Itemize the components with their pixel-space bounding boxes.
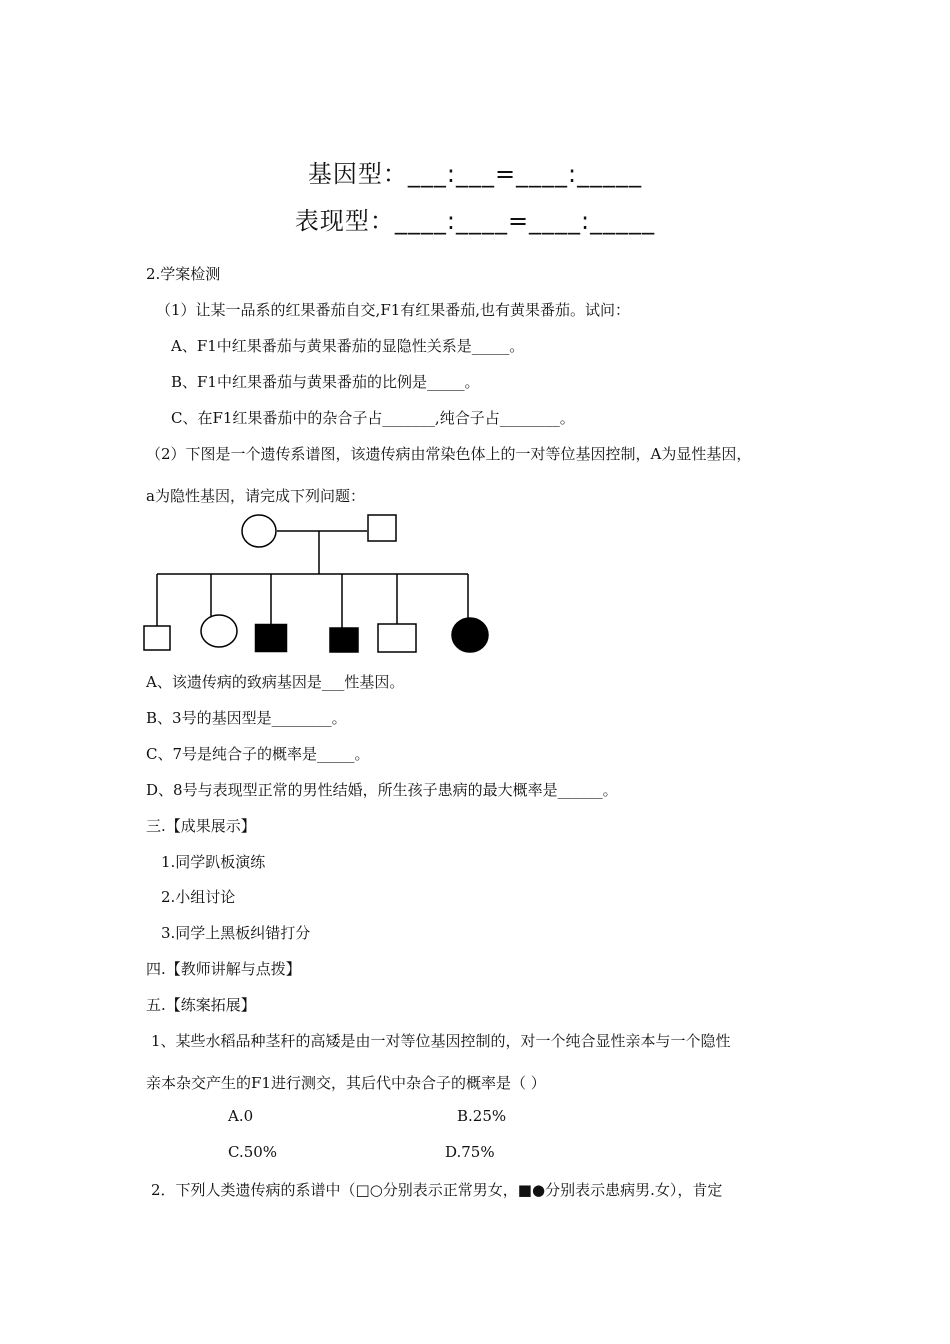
q1-a: A、F1中红果番茄与黄果番茄的显隐性关系是_____。	[171, 337, 525, 355]
option-c: C.50%	[228, 1143, 278, 1161]
q2-stem-line2: a为隐性基因，请完成下列问题：	[146, 487, 365, 505]
section3-item-3: 3.同学上黑板纠错打分	[161, 924, 311, 942]
child-1-normal-male	[144, 626, 170, 650]
option-a: A.0	[228, 1107, 254, 1125]
child-2-normal-female	[201, 615, 237, 647]
section3-title: 三.【成果展示】	[146, 817, 256, 835]
q2-stem-line1: （2）下图是一个遗传系谱图，该遗传病由常染色体上的一对等位基因控制，A为显性基因，	[146, 445, 752, 463]
q1-b: B、F1中红果番茄与黄果番茄的比例是_____。	[171, 373, 480, 391]
section5-q1-line2: 亲本杂交产生的F1进行测交，其后代中杂合子的概率是（ ）	[146, 1074, 546, 1092]
phenotype-ratio: 表现型：____:____=____:_____	[294, 207, 656, 235]
parent-2-square	[368, 515, 396, 541]
section4-title: 四.【教师讲解与点拨】	[146, 960, 301, 978]
child-3-affected-male	[256, 625, 287, 652]
option-b: B.25%	[457, 1107, 507, 1125]
child-6-affected-female	[452, 618, 488, 652]
section2-title: 2.学案检测	[146, 265, 221, 283]
section5-q1-line1: 1、某些水稻品种茎秆的高矮是由一对等位基因控制的，对一个纯合显性亲本与一个隐性	[151, 1032, 731, 1050]
child-5-normal-male	[378, 624, 416, 652]
section5-title: 五.【练案拓展】	[146, 996, 256, 1014]
q1-stem: （1）让某一品系的红果番茄自交,F1有红果番茄,也有黄果番茄。试问：	[156, 301, 631, 319]
option-d: D.75%	[445, 1143, 495, 1161]
genotype-ratio: 基因型：___:___=____:_____	[307, 160, 643, 188]
section3-item-2: 2.小组讨论	[161, 888, 236, 906]
parent-1-circle	[242, 515, 276, 547]
child-4-affected-male	[330, 628, 358, 652]
q2-b: B、3号的基因型是________。	[146, 709, 347, 727]
q2-d: D、8号与表现型正常的男性结婚，所生孩子患病的最大概率是______。	[146, 781, 618, 799]
q1-c: C、在F1红果番茄中的杂合子占_______,纯合子占________。	[171, 409, 575, 427]
q2-a: A、该遗传病的致病基因是___性基因。	[146, 673, 405, 691]
q2-c: C、7号是纯合子的概率是_____。	[146, 745, 370, 763]
section5-q2-line1: 2．下列人类遗传病的系谱中（□○分别表示正常男女，■●分别表示患病男.女），肯定	[151, 1181, 723, 1199]
section3-item-1: 1.同学趴板演练	[161, 853, 266, 871]
